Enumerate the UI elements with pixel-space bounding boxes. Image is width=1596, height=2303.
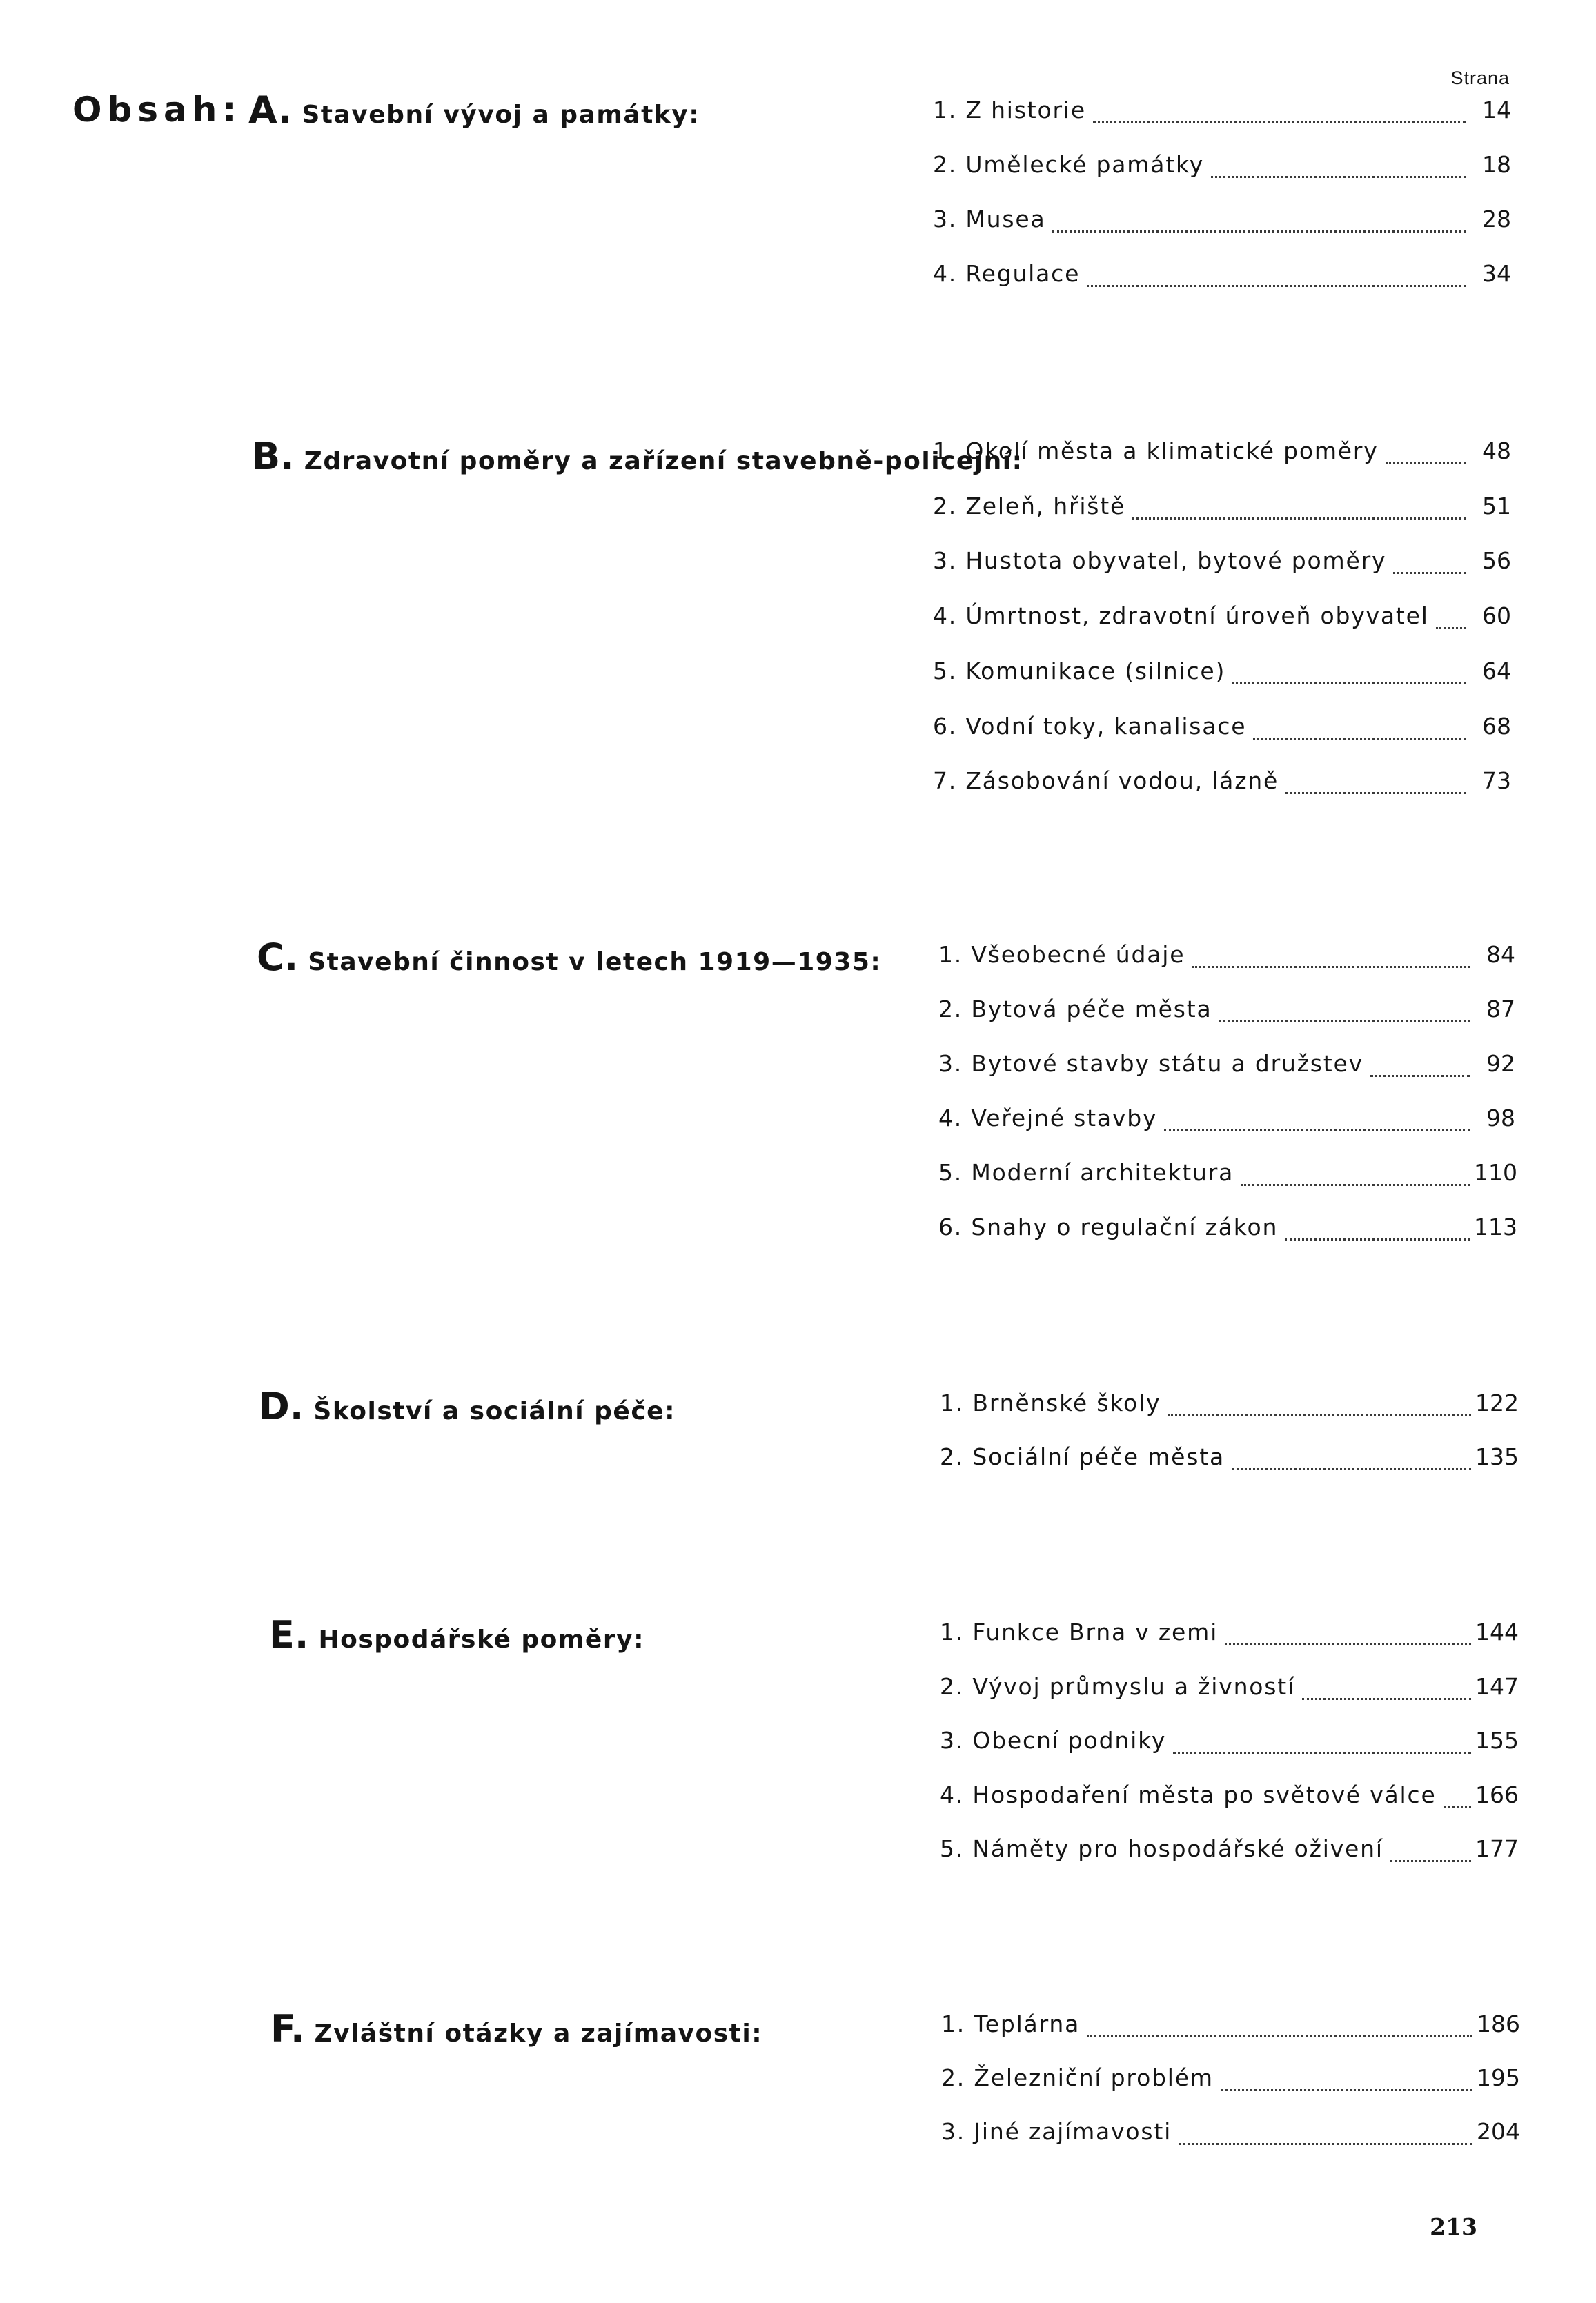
leader-dots: [1302, 1698, 1471, 1700]
section-title-f: [270, 2007, 762, 2050]
leader-dots: [1192, 966, 1470, 968]
leader-dots: [1168, 1414, 1471, 1416]
leader-dots: [1087, 2035, 1472, 2037]
leader-dots: [1132, 517, 1466, 520]
section-heading: Školství a sociální péče:: [313, 1397, 676, 1425]
section-letter: F.: [270, 2007, 305, 2050]
toc-entry-page: 147: [1475, 1673, 1519, 1700]
toc-entry-label: 5. Náměty pro hospodářské oživení: [940, 1835, 1383, 1862]
toc-entry[interactable]: [940, 1835, 1517, 1870]
leader-dots: [1221, 2089, 1472, 2091]
toc-entry[interactable]: [940, 1727, 1517, 1761]
leader-dots: [1173, 1752, 1471, 1754]
toc-entry[interactable]: [941, 2010, 1518, 2045]
toc-entry-label: 5. Moderní architektura: [938, 1159, 1234, 1186]
toc-entry[interactable]: [933, 602, 1511, 637]
leader-dots: [1253, 738, 1466, 740]
leader-dots: [1232, 1468, 1471, 1470]
toc-entry-page: 113: [1474, 1214, 1517, 1241]
toc-entry-label: 5. Komunikace (silnice): [933, 658, 1226, 684]
leader-dots: [1390, 1860, 1471, 1862]
toc-entry[interactable]: [933, 206, 1511, 240]
toc-entry-page: 48: [1482, 437, 1511, 464]
section-title-d: [259, 1385, 676, 1428]
toc-entry-page: 122: [1475, 1390, 1519, 1416]
leader-dots: [1444, 1806, 1471, 1808]
section-heading: Hospodářské poměry:: [318, 1625, 644, 1654]
toc-entry-label: 2. Zeleň, hřiště: [933, 493, 1126, 520]
toc-entry-page: 110: [1474, 1159, 1517, 1186]
toc-entry[interactable]: [933, 767, 1511, 802]
toc-entry[interactable]: [938, 1214, 1515, 1248]
section-title-c: [257, 936, 881, 979]
toc-entry-label: 4. Hospodaření města po světové válce: [940, 1781, 1437, 1808]
toc-entry[interactable]: [933, 547, 1511, 582]
toc-entry[interactable]: [933, 713, 1511, 747]
toc-entry-page: 14: [1482, 97, 1511, 123]
toc-entry-page: 34: [1482, 260, 1511, 287]
leader-dots: [1285, 1238, 1470, 1241]
toc-entry[interactable]: [940, 1390, 1517, 1424]
toc-entry-page: 18: [1482, 151, 1511, 178]
toc-entry-label: 1. Okolí města a klimatické poměry: [933, 437, 1379, 464]
toc-entry-label: 2. Sociální péče města: [940, 1443, 1225, 1470]
section-heading: Zdravotní poměry a zařízení stavebně-policejní:: [304, 447, 1023, 475]
toc-entry-page: 64: [1482, 658, 1511, 684]
leader-dots: [1052, 230, 1466, 233]
toc-entry-page: 166: [1475, 1781, 1519, 1808]
toc-entry[interactable]: [933, 658, 1511, 692]
toc-entry[interactable]: [938, 1050, 1515, 1085]
toc-entry[interactable]: [938, 1159, 1515, 1194]
toc-entry-label: 4. Veřejné stavby: [938, 1105, 1158, 1131]
toc-entry-label: 3. Jiné zajímavosti: [941, 2118, 1172, 2145]
section-letter: A.: [248, 88, 293, 132]
section-letter: D.: [259, 1385, 304, 1428]
toc-entry-label: 2. Bytová péče města: [938, 996, 1212, 1022]
toc-entry-page: 135: [1475, 1443, 1519, 1470]
toc-entry[interactable]: [933, 437, 1511, 472]
toc-entry-page: 56: [1482, 547, 1511, 574]
toc-entry-label: 2. Umělecké památky: [933, 151, 1205, 178]
toc-entry-label: 6. Vodní toky, kanalisace: [933, 713, 1247, 740]
page-column-label: Strana: [1450, 68, 1510, 88]
toc-entry-page: 98: [1486, 1105, 1515, 1131]
toc-entry[interactable]: [940, 1673, 1517, 1708]
toc-entry[interactable]: [938, 941, 1515, 976]
leader-dots: [1370, 1075, 1470, 1077]
section-heading: Zvláštní otázky a zajímavosti:: [314, 2019, 763, 2048]
leader-dots: [1164, 1129, 1470, 1131]
toc-entry[interactable]: [941, 2118, 1518, 2153]
toc-entry-label: 7. Zásobování vodou, lázně: [933, 767, 1279, 794]
toc-entry-label: 6. Snahy o regulační zákon: [938, 1214, 1279, 1241]
toc-entry-page: 84: [1486, 941, 1515, 968]
toc-entry-page: 73: [1482, 767, 1511, 794]
toc-entry-page: 144: [1475, 1619, 1519, 1645]
toc-entry-label: 2. Vývoj průmyslu a živností: [940, 1673, 1295, 1700]
toc-entry[interactable]: [933, 493, 1511, 527]
leader-dots: [1093, 121, 1466, 123]
toc-entry-page: 60: [1482, 602, 1511, 629]
toc-entry[interactable]: [940, 1781, 1517, 1816]
toc-entry-label: 1. Všeobecné údaje: [938, 941, 1185, 968]
toc-entry-page: 177: [1475, 1835, 1519, 1862]
section-title-e: [269, 1613, 644, 1657]
toc-entry-label: 1. Brněnské školy: [940, 1390, 1161, 1416]
section-heading: Stavební vývoj a památky:: [302, 101, 700, 129]
toc-entry-label: 3. Bytové stavby státu a družstev: [938, 1050, 1363, 1077]
leader-dots: [1436, 627, 1466, 629]
leader-dots: [1232, 682, 1466, 684]
toc-entry[interactable]: [933, 151, 1511, 186]
contents-title: Obsah:: [72, 90, 242, 130]
toc-entry-page: 195: [1477, 2064, 1520, 2091]
toc-entry-label: 1. Funkce Brna v zemi: [940, 1619, 1219, 1645]
toc-entry[interactable]: [938, 1105, 1515, 1139]
section-title-a: [248, 88, 700, 132]
toc-entry[interactable]: [940, 1619, 1517, 1653]
toc-entry-label: 4. Regulace: [933, 260, 1081, 287]
section-letter: B.: [252, 435, 295, 478]
toc-entry-page: 204: [1477, 2118, 1520, 2145]
leader-dots: [1219, 1020, 1470, 1022]
toc-entry[interactable]: [933, 260, 1511, 295]
toc-entry-label: 3. Musea: [933, 206, 1046, 233]
section-heading: Stavební činnost v letech 1919—1935:: [308, 948, 882, 976]
leader-dots: [1241, 1184, 1470, 1186]
toc-entry[interactable]: [941, 2064, 1518, 2099]
leader-dots: [1285, 792, 1466, 794]
leader-dots: [1179, 2143, 1472, 2145]
section-letter: E.: [269, 1613, 309, 1657]
toc-entry-page: 87: [1486, 996, 1515, 1022]
toc-entry[interactable]: [938, 996, 1515, 1030]
leader-dots: [1225, 1643, 1471, 1645]
section-title-b: [252, 435, 1023, 478]
toc-entry-label: 2. Železniční problém: [941, 2064, 1214, 2091]
toc-entry[interactable]: [933, 97, 1511, 131]
toc-entry-label: 1. Z historie: [933, 97, 1086, 123]
leader-dots: [1211, 176, 1466, 178]
toc-entry-page: 92: [1486, 1050, 1515, 1077]
page-number: 213: [1430, 2213, 1477, 2240]
leader-dots: [1386, 462, 1466, 464]
leader-dots: [1087, 285, 1466, 287]
toc-entry-page: 155: [1475, 1727, 1519, 1754]
toc-entry[interactable]: [940, 1443, 1517, 1478]
toc-entry-label: 3. Hustota obyvatel, bytové poměry: [933, 547, 1387, 574]
section-letter: C.: [257, 936, 299, 979]
toc-entry-page: 28: [1482, 206, 1511, 233]
leader-dots: [1393, 572, 1466, 574]
toc-entry-page: 68: [1482, 713, 1511, 740]
toc-entry-label: 3. Obecní podniky: [940, 1727, 1167, 1754]
toc-entry-page: 51: [1482, 493, 1511, 520]
toc-entry-label: 4. Úmrtnost, zdravotní úroveň obyvatel: [933, 602, 1429, 629]
toc-entry-page: 186: [1477, 2010, 1520, 2037]
toc-entry-label: 1. Teplárna: [941, 2010, 1081, 2037]
